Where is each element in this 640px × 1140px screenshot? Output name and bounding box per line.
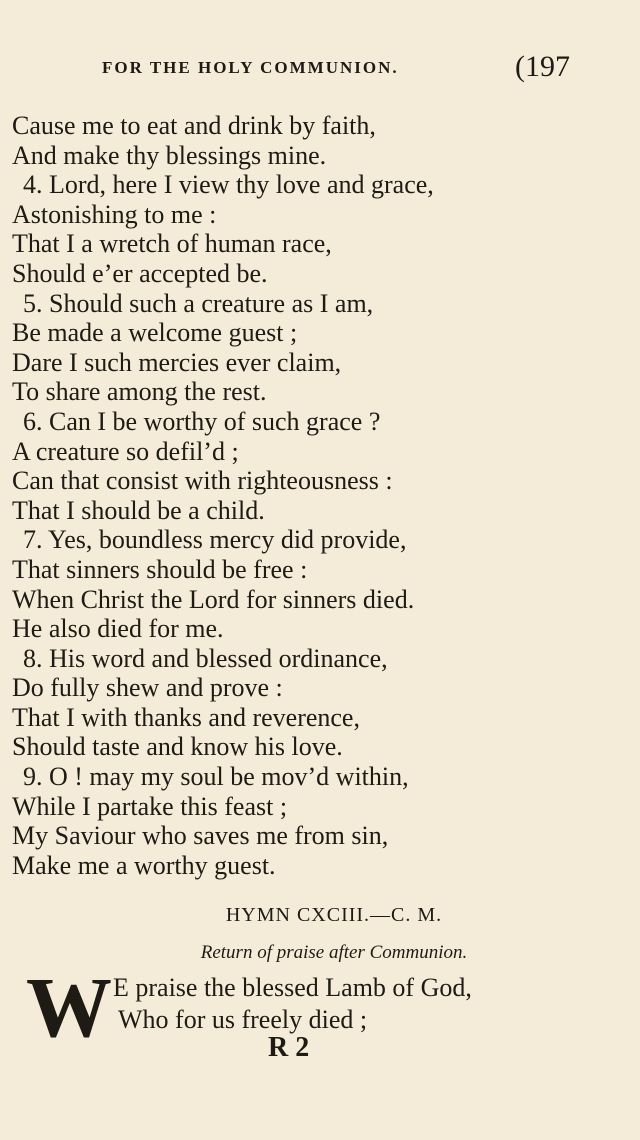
signature-mark: R 2 bbox=[268, 1032, 310, 1063]
verse-line: Do fully shew and prove : bbox=[12, 673, 283, 703]
hymn-text bbox=[0, 111, 640, 880]
verse-line: That I with thanks and reverence, bbox=[12, 702, 360, 732]
hymn-second-line: Who for us freely died ; bbox=[118, 1005, 368, 1034]
running-title: FOR THE HOLY COMMUNION. bbox=[102, 58, 399, 77]
verse-line: 8. His word and blessed ordinance, bbox=[23, 643, 388, 673]
verse-line: Astonishing to me : bbox=[12, 199, 217, 229]
verse-line: Be made a welcome guest ; bbox=[12, 318, 298, 348]
hymn-first-line: E praise the blessed Lamb of God, bbox=[113, 973, 472, 1002]
running-head bbox=[0, 50, 640, 90]
verse-line: 4. Lord, here I view thy love and grace, bbox=[23, 170, 434, 200]
drop-cap: W bbox=[26, 959, 112, 1055]
verse-line: 5. Should such a creature as I am, bbox=[23, 288, 374, 318]
page-number: (197 bbox=[515, 50, 570, 83]
verse-line: Dare I such mercies ever claim, bbox=[12, 347, 342, 377]
verse-line: That I should be a child. bbox=[12, 495, 265, 525]
hymn-subtitle: Return of praise after Communion. bbox=[200, 942, 468, 963]
verse-line: He also died for me. bbox=[12, 614, 224, 644]
verse-line: A creature so defil’d ; bbox=[12, 436, 239, 466]
verse-line: To share among the rest. bbox=[12, 377, 267, 407]
verse-line: 7. Yes, boundless mercy did provide, bbox=[23, 525, 407, 555]
verse-line: Cause me to eat and drink by faith, bbox=[12, 111, 376, 140]
verse-line: Make me a worthy guest. bbox=[12, 850, 276, 880]
verse-line: 9. O ! may my soul be mov’d within, bbox=[23, 762, 409, 792]
verse-line: That sinners should be free : bbox=[12, 554, 308, 584]
verse-line: Can that consist with righteousness : bbox=[12, 466, 393, 496]
verse-line: My Saviour who saves me from sin, bbox=[12, 821, 389, 851]
verse-line: Should e’er accepted be. bbox=[12, 258, 268, 288]
verse-line: That I a wretch of human race, bbox=[12, 229, 332, 259]
hymn-heading: HYMN CXCIII.—C. M. bbox=[225, 904, 443, 926]
verse-line: While I partake this feast ; bbox=[12, 791, 288, 821]
verse-line: Should taste and know his love. bbox=[12, 732, 343, 762]
verse-line: 6. Can I be worthy of such grace ? bbox=[23, 406, 381, 436]
verse-line: And make thy blessings mine. bbox=[12, 140, 327, 170]
verse-line: When Christ the Lord for sinners died. bbox=[12, 584, 415, 614]
